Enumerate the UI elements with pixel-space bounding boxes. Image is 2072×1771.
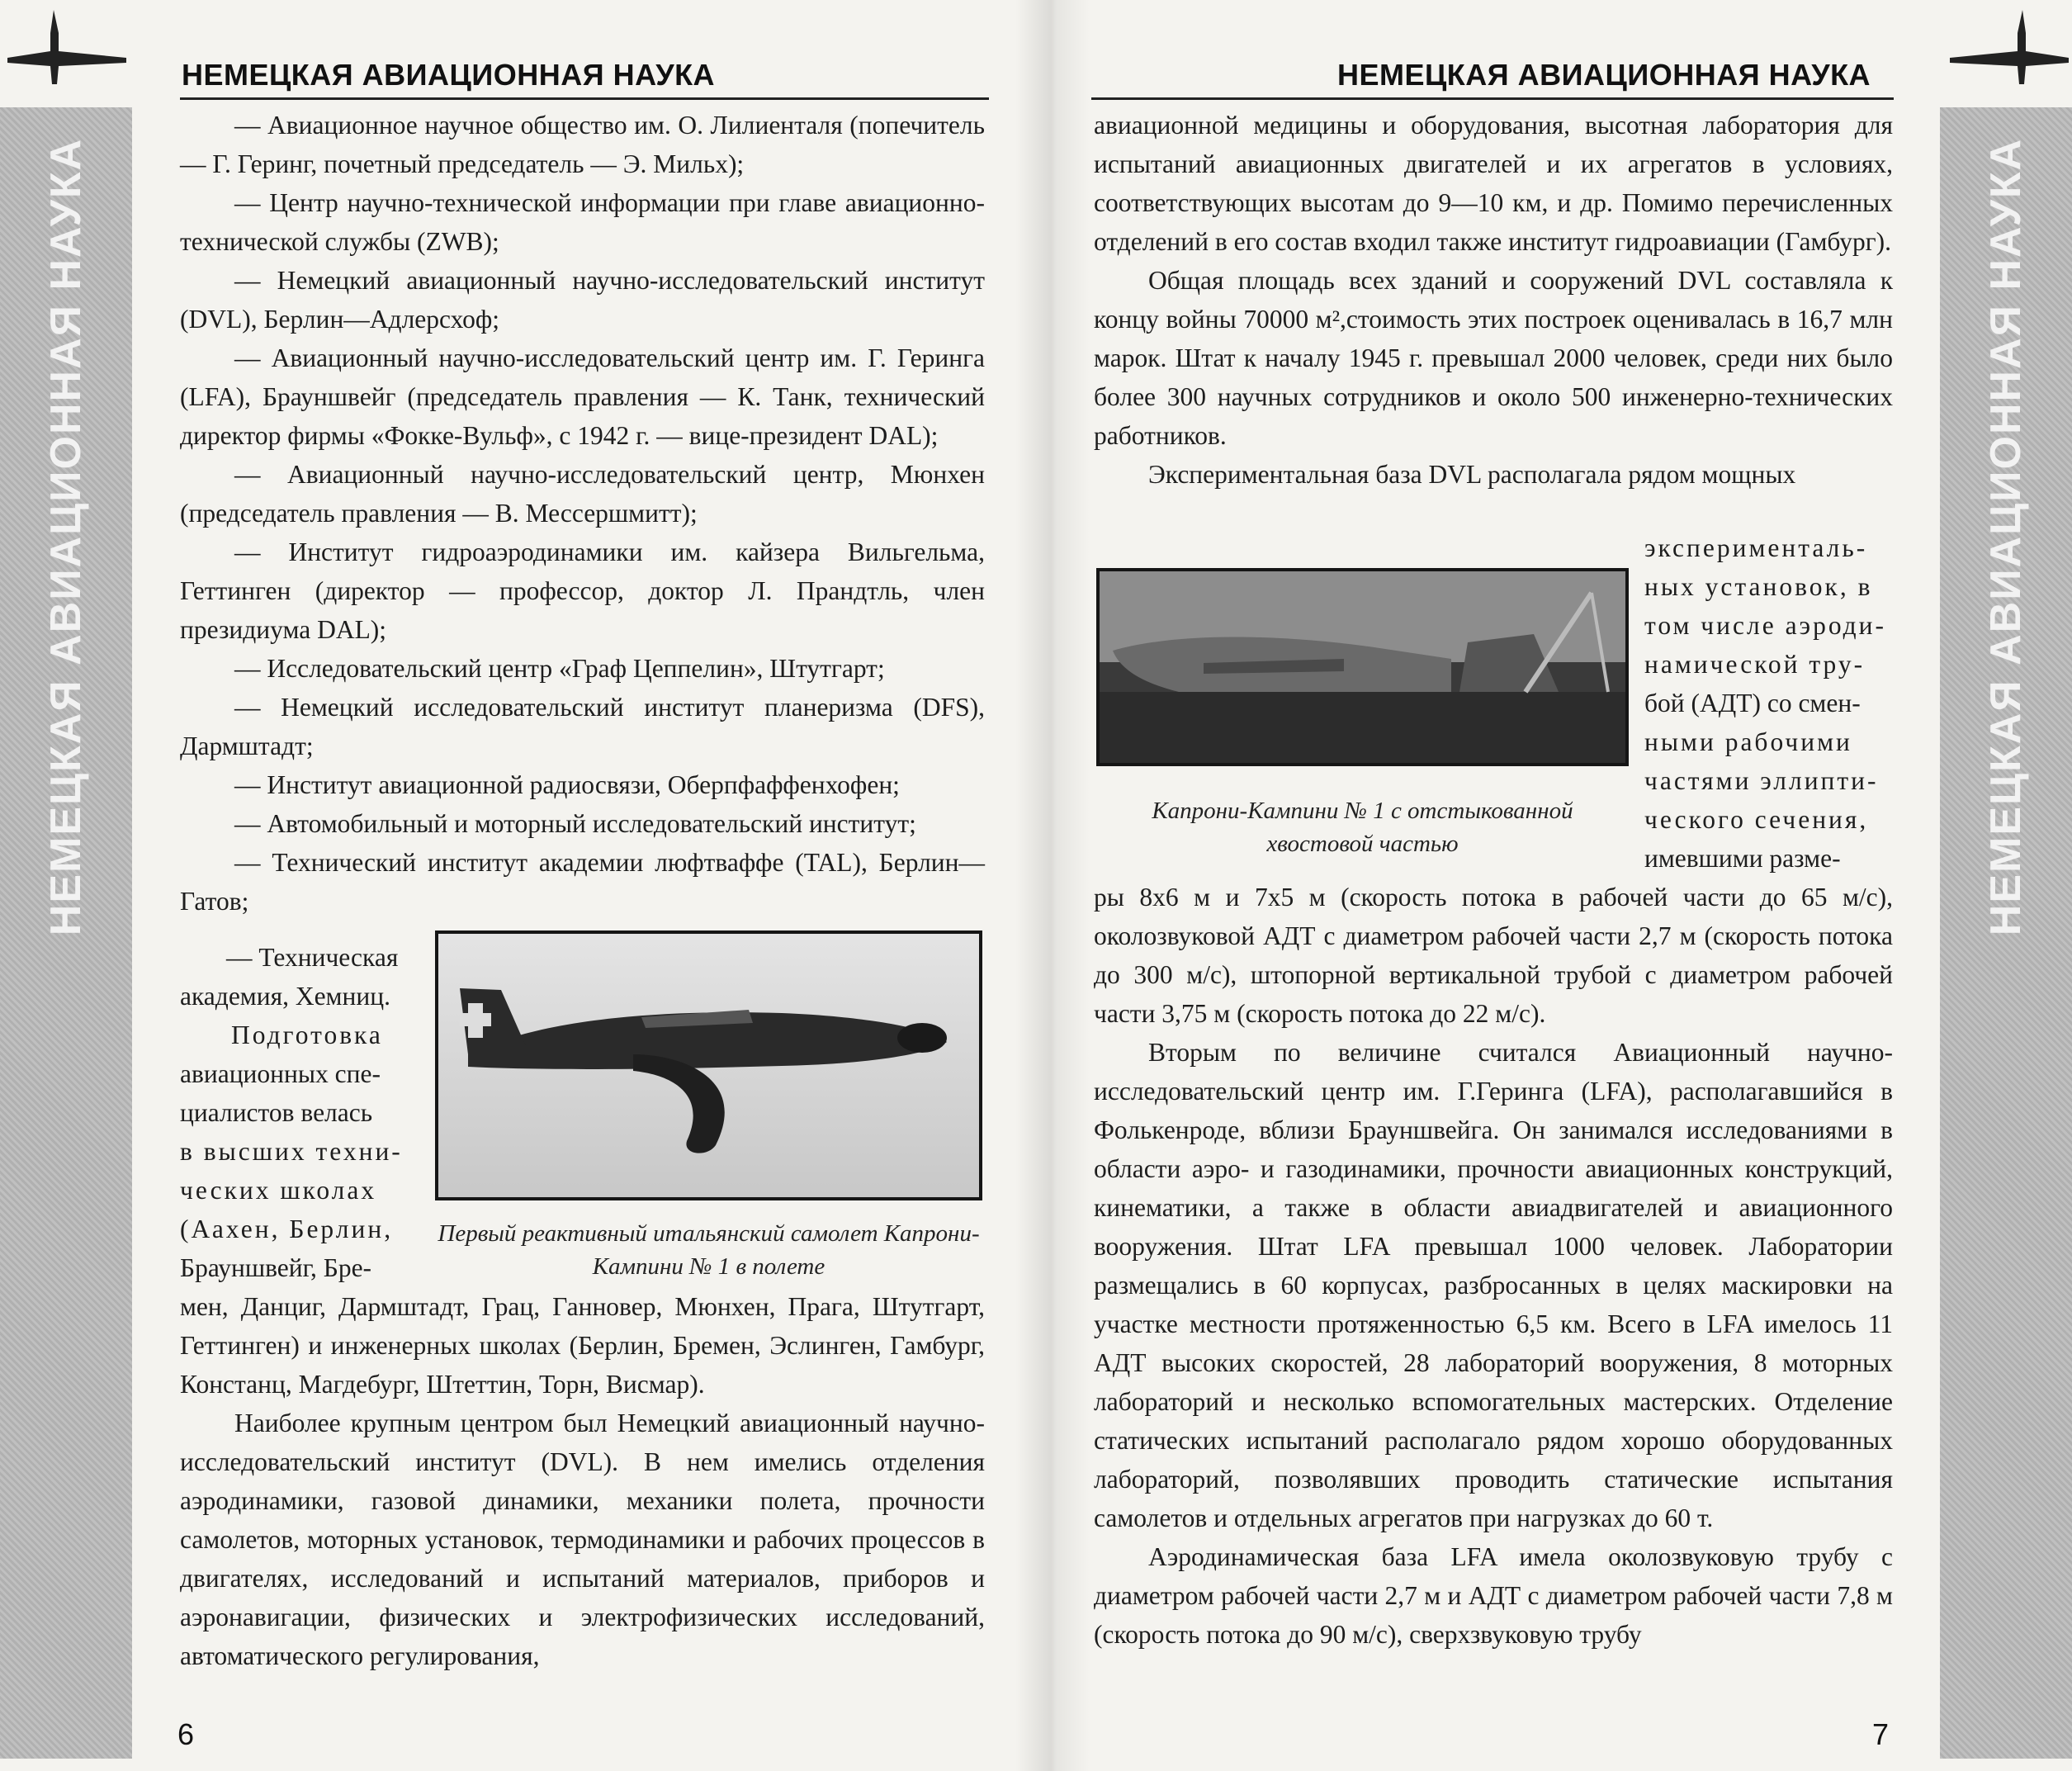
wrap-line: в высших техни- bbox=[180, 1137, 403, 1166]
right-figure-photo bbox=[1096, 568, 1629, 766]
list-item: — Центр научно-технической информации при главе авиационно-технической службы (ZWB); bbox=[180, 188, 985, 256]
right-side-band bbox=[1940, 107, 2072, 1759]
left-text-column bbox=[180, 106, 985, 921]
right-wrap-text bbox=[1644, 528, 1892, 878]
plane-icon bbox=[1948, 8, 2072, 91]
wrap-line: — Техническая bbox=[226, 943, 399, 972]
paragraph: Экспериментальная база DVL располагала рядом мощных bbox=[1148, 460, 1796, 489]
left-header-rule bbox=[180, 97, 989, 100]
list-item: — Немецкий исследовательский институт планеризма (DFS), Дармштадт; bbox=[180, 693, 985, 760]
wrap-line: бой (АДТ) со смен- bbox=[1644, 689, 1861, 717]
right-header-rule bbox=[1091, 97, 1894, 100]
wrap-line: (Аахен, Берлин, bbox=[180, 1215, 394, 1243]
plane-on-ground-illustration bbox=[1096, 568, 1629, 766]
list-item: — Исследовательский центр «Граф Цеппелин», Штутгарт; bbox=[234, 654, 885, 683]
wrap-line: ческих школах bbox=[180, 1176, 377, 1205]
wrap-line: ными рабочими bbox=[1644, 727, 1852, 756]
right-side-band-text: НЕМЕЦКАЯ АВИАЦИОННАЯ НАУКА bbox=[1982, 137, 2030, 936]
right-lower-text bbox=[1094, 878, 1893, 1654]
wrap-line: том числе аэроди- bbox=[1644, 611, 1887, 640]
paragraph: Вторым по величине считался Авиационный научно-исследовательский центр им. Г.Геринга (LFA), располагавшийся в Фолькенроде, вблизи Брауншвейга. Он занимался исследованиями в области аэро- и газодинамики, прочности авиационных конструкций, кинематики, а также в области авиадвигателей и авиационного вооружения. Штат LFA превышал 1000 человек. Лаборатории размещались в 60 корпусах, разбросанных в целях маскировки на участке местности протяженностью 6,5 км. Всего в LFA имелось 11 АДТ высоких скоростей, 28 лабораторий вооружения, 8 моторных лабораторий и несколько вспомогательных мастерских. Отделение статических испытаний располагало рядом хорошо оборудованных лабораторий, позволявших проводить статические испытания самолетов и отдельных агрегатов при нагрузках до 60 т. bbox=[1094, 1038, 1893, 1532]
wrap-line: Подготовка bbox=[231, 1020, 383, 1049]
left-wrap-text bbox=[180, 938, 419, 1287]
list-item: — Институт гидроаэродинамики им. кайзера Вильгельма, Геттинген (директор — профессор, доктор Л. Прандтль, член президиума DAL); bbox=[180, 537, 985, 644]
list-item: — Авиационный научно-исследовательский центр, Мюнхен (председатель правления — В. Мессершмитт); bbox=[180, 460, 985, 528]
wrap-line: ческого сечения, bbox=[1644, 805, 1869, 834]
list-item: — Авиационный научно-исследовательский центр им. Г. Геринга (LFA), Брауншвейг (председатель правления — К. Танк, технический директор фирмы «Фокке-Вульф», с 1942 г. — вице-президент DAL); bbox=[180, 343, 985, 450]
wrap-line: имевшими разме- bbox=[1644, 844, 1841, 873]
paragraph: Общая площадь всех зданий и сооружений DVL составляла к концу войны 70000 м²,стоимость этих построек оценивалась в 16,7 млн марок. Штат к началу 1945 г. превышал 2000 человек, среди них было более 300 научных сотрудников и около 500 инженерно-технических работников. bbox=[1094, 266, 1893, 450]
paragraph: Аэродинамическая база LFA имела околозвуковую трубу с диаметром рабочей части 2,7 м и АДТ с диаметром рабочей части 7,8 м (скорость потока до 90 м/с), сверхзвуковую трубу bbox=[1094, 1542, 1893, 1649]
wrap-line: намической тру- bbox=[1644, 650, 1866, 679]
list-item: — Технический институт академии люфтваффе (TAL), Берлин—Гатов; bbox=[180, 848, 985, 916]
jet-plane-illustration bbox=[435, 930, 982, 1200]
gutter-shadow bbox=[1015, 0, 1090, 1771]
wrap-line: академия, Хемниц. bbox=[180, 982, 390, 1011]
paragraph: авиационной медицины и оборудования, высотная лаборатория для испытаний авиационных двигателей и их агрегатов в условиях, соответствующих высотам до 9—10 км, и др. Помимо перечисленных отделений в его состав входил также институт гидроавиации (Гамбург). bbox=[1094, 111, 1893, 256]
list-item: — Институт авиационной радиосвязи, Оберпфаффенхофен; bbox=[234, 770, 900, 799]
wrap-line: авиационных спе- bbox=[180, 1059, 381, 1088]
paragraph: ры 8х6 м и 7х5 м (скорость потока в рабочей части до 65 м/с), околозвуковой АДТ с диаметром рабочей части 2,7 м (скорость потока до 300 м/с), штопорной вертикальной трубой с диаметром рабочей части 3,75 м (скорость потока до 22 м/с). bbox=[1094, 883, 1893, 1028]
plane-icon bbox=[4, 8, 128, 91]
list-item: — Авиационное научное общество им. О. Лилиенталя (попечитель — Г. Геринг, почетный председатель — Э. Мильх); bbox=[180, 111, 985, 178]
wrap-line: Брауншвейг, Бре- bbox=[180, 1253, 372, 1282]
left-page-number: 6 bbox=[177, 1717, 195, 1751]
list-item: — Немецкий авиационный научно-исследовательский институт (DVL), Берлин—Адлерсхоф; bbox=[180, 266, 985, 334]
left-after-figure-paragraph: мен, Данциг, Дармштадт, Грац, Ганновер, Мюнхен, Прага, Штутгарт, Геттинген) и инженерных школах (Берлин, Бремен, Эслинген, Гамбург, Констанц, Магдебург, Штеттин, Торн, Висмар). bbox=[180, 1292, 985, 1399]
left-figure-photo bbox=[435, 930, 982, 1200]
left-final-paragraph: Наиболее крупным центром был Немецкий авиационный научно-исследовательский институт (DVL). В нем имелись отделения аэродинамики, газовой динамики, механики полета, прочности самолетов, моторных установок, термодинамики и рабочих процессов в двигателях, исследований и испытаний материалов, приборов и аэронавигации, физических и электрофизических исследований, автоматического регулирования, bbox=[180, 1409, 985, 1670]
wrap-line: эксперименталь- bbox=[1644, 533, 1868, 562]
right-page-number: 7 bbox=[1872, 1717, 1890, 1751]
left-side-band bbox=[0, 107, 132, 1759]
left-running-header: НЕМЕЦКАЯ АВИАЦИОННАЯ НАУКА bbox=[182, 58, 716, 92]
left-figure-caption: Первый реактивный итальянский самолет Капрони-Кампини № 1 в полете bbox=[438, 1220, 980, 1280]
right-running-header: НЕМЕЦКАЯ АВИАЦИОННАЯ НАУКА bbox=[1337, 58, 1871, 92]
wrap-line: ных установок, в bbox=[1644, 572, 1873, 601]
wrap-line: частями эллипти- bbox=[1644, 766, 1879, 795]
right-text-column bbox=[1094, 106, 1893, 494]
list-item: — Автомобильный и моторный исследовательский институт; bbox=[234, 809, 916, 838]
right-figure-caption: Капрони-Кампини № 1 с отстыкованной хвостовой частью bbox=[1152, 798, 1573, 857]
left-side-band-text: НЕМЕЦКАЯ АВИАЦИОННАЯ НАУКА bbox=[42, 137, 90, 936]
wrap-line: циалистов велась bbox=[180, 1098, 373, 1127]
